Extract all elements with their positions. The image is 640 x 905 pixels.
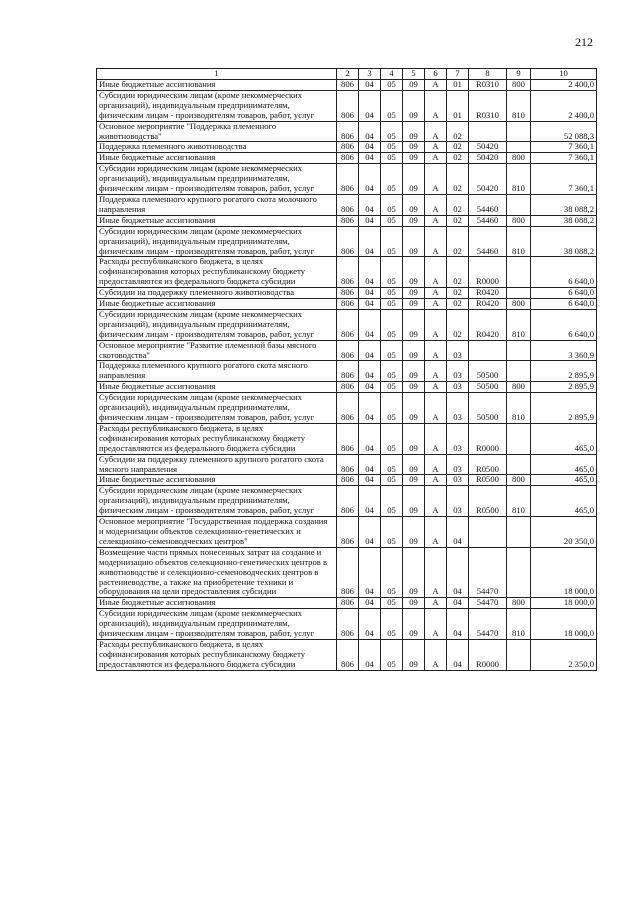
code-cell: А — [425, 164, 447, 195]
code-cell: 50500 — [469, 393, 507, 424]
code-cell: 05 — [381, 475, 403, 486]
code-cell: А — [425, 423, 447, 454]
code-cell: 05 — [381, 454, 403, 475]
table-row — [97, 121, 597, 142]
code-cell: 09 — [403, 299, 425, 310]
code-cell: R0000 — [469, 639, 507, 670]
code-cell: 05 — [381, 257, 403, 288]
table-row — [97, 475, 597, 486]
row-name-cell: Основное мероприятие "Развитие племенной базы мясного скотоводства" — [97, 340, 337, 361]
code-cell: 05 — [381, 598, 403, 609]
table-row — [97, 340, 597, 361]
code-cell: 04 — [447, 609, 469, 640]
code-cell: 806 — [337, 194, 359, 215]
code-cell: 09 — [403, 454, 425, 475]
code-cell: А — [425, 215, 447, 226]
code-cell: 54460 — [469, 215, 507, 226]
code-cell — [507, 288, 531, 299]
code-cell: 09 — [403, 215, 425, 226]
code-cell: R0500 — [469, 475, 507, 486]
code-cell: 04 — [447, 547, 469, 598]
amount-cell: 6 640,0 — [531, 299, 597, 310]
code-cell — [469, 340, 507, 361]
code-cell: А — [425, 547, 447, 598]
amount-cell: 38 088,2 — [531, 194, 597, 215]
table-row — [97, 194, 597, 215]
code-cell: 02 — [447, 226, 469, 257]
amount-cell: 2 400,0 — [531, 90, 597, 121]
code-cell: А — [425, 80, 447, 91]
amount-cell: 2 895,9 — [531, 382, 597, 393]
code-cell: 806 — [337, 598, 359, 609]
code-cell: 806 — [337, 486, 359, 517]
code-cell: 800 — [507, 598, 531, 609]
code-cell: А — [425, 340, 447, 361]
code-cell: А — [425, 226, 447, 257]
code-cell: А — [425, 454, 447, 475]
code-cell: 806 — [337, 423, 359, 454]
amount-cell: 18 000,0 — [531, 598, 597, 609]
code-cell: 800 — [507, 382, 531, 393]
row-name-cell: Основное мероприятие "Государственная поддержка создания и модернизации объектов селекционно-генетических и селекционно-семеноводческих центров" — [97, 517, 337, 548]
table-row — [97, 309, 597, 340]
table-row — [97, 454, 597, 475]
code-cell: 03 — [447, 454, 469, 475]
row-name-cell: Субсидии на поддержку племенного животноводства — [97, 288, 337, 299]
code-cell: R0420 — [469, 299, 507, 310]
code-cell: 05 — [381, 215, 403, 226]
table-row — [97, 486, 597, 517]
code-cell — [507, 257, 531, 288]
amount-cell: 7 360,1 — [531, 164, 597, 195]
code-cell: 04 — [359, 639, 381, 670]
code-cell: А — [425, 361, 447, 382]
code-cell: 800 — [507, 153, 531, 164]
code-cell: 04 — [359, 486, 381, 517]
code-cell: 04 — [359, 226, 381, 257]
code-cell: 02 — [447, 288, 469, 299]
code-cell: 04 — [359, 194, 381, 215]
row-name-cell: Иные бюджетные ассигнования — [97, 382, 337, 393]
table-row — [97, 164, 597, 195]
row-name-cell: Иные бюджетные ассигнования — [97, 215, 337, 226]
header-cell: 4 — [381, 69, 403, 80]
code-cell: 09 — [403, 598, 425, 609]
code-cell: 09 — [403, 153, 425, 164]
row-name-cell: Субсидии юридическим лицам (кроме некоммерческих организаций), индивидуальным предпринимателям, физическим лицам - производителям товаров, работ, услуг — [97, 226, 337, 257]
table-row — [97, 142, 597, 153]
code-cell: 09 — [403, 194, 425, 215]
code-cell: 09 — [403, 90, 425, 121]
code-cell: 05 — [381, 517, 403, 548]
code-cell — [469, 517, 507, 548]
code-cell — [507, 194, 531, 215]
row-name-cell: Иные бюджетные ассигнования — [97, 80, 337, 91]
amount-cell: 465,0 — [531, 454, 597, 475]
code-cell: А — [425, 309, 447, 340]
header-cell: 7 — [447, 69, 469, 80]
code-cell: 04 — [359, 393, 381, 424]
code-cell — [507, 517, 531, 548]
code-cell: 54460 — [469, 226, 507, 257]
code-cell: 04 — [447, 517, 469, 548]
row-name-cell: Поддержка племенного животноводства — [97, 142, 337, 153]
amount-cell: 18 000,0 — [531, 547, 597, 598]
code-cell: 04 — [359, 164, 381, 195]
code-cell: 54470 — [469, 609, 507, 640]
code-cell: 806 — [337, 288, 359, 299]
code-cell: 02 — [447, 215, 469, 226]
table-row — [97, 80, 597, 91]
code-cell: 806 — [337, 142, 359, 153]
table-row — [97, 423, 597, 454]
code-cell: 04 — [359, 598, 381, 609]
code-cell: 806 — [337, 226, 359, 257]
row-name-cell: Иные бюджетные ассигнования — [97, 598, 337, 609]
code-cell: А — [425, 121, 447, 142]
amount-cell: 2 350,0 — [531, 639, 597, 670]
code-cell: 01 — [447, 80, 469, 91]
code-cell: 50420 — [469, 164, 507, 195]
code-cell: 04 — [359, 423, 381, 454]
code-cell: 09 — [403, 393, 425, 424]
header-cell: 6 — [425, 69, 447, 80]
code-cell: 09 — [403, 382, 425, 393]
code-cell: 04 — [359, 609, 381, 640]
header-cell: 2 — [337, 69, 359, 80]
table-row — [97, 361, 597, 382]
table-row — [97, 90, 597, 121]
table-row — [97, 639, 597, 670]
code-cell: 05 — [381, 80, 403, 91]
amount-cell: 2 895,9 — [531, 361, 597, 382]
code-cell: 04 — [359, 80, 381, 91]
code-cell: 03 — [447, 361, 469, 382]
code-cell: 05 — [381, 121, 403, 142]
code-cell: А — [425, 194, 447, 215]
code-cell: 04 — [359, 90, 381, 121]
code-cell: 09 — [403, 547, 425, 598]
code-cell: 05 — [381, 547, 403, 598]
code-cell: 04 — [359, 340, 381, 361]
code-cell: 01 — [447, 90, 469, 121]
code-cell: R0420 — [469, 309, 507, 340]
code-cell: 04 — [359, 382, 381, 393]
page-number: 212 — [575, 35, 593, 49]
code-cell: 04 — [359, 153, 381, 164]
code-cell: 09 — [403, 309, 425, 340]
amount-cell: 18 000,0 — [531, 609, 597, 640]
code-cell: 09 — [403, 340, 425, 361]
row-name-cell: Иные бюджетные ассигнования — [97, 153, 337, 164]
code-cell: А — [425, 598, 447, 609]
code-cell: 04 — [359, 121, 381, 142]
row-name-cell: Субсидии юридическим лицам (кроме некоммерческих организаций), индивидуальным предпринимателям, физическим лицам - производителям товаров, работ, услуг — [97, 393, 337, 424]
code-cell: 09 — [403, 609, 425, 640]
code-cell: 03 — [447, 475, 469, 486]
amount-cell: 2 400,0 — [531, 80, 597, 91]
table-row — [97, 226, 597, 257]
code-cell: 03 — [447, 423, 469, 454]
code-cell: 806 — [337, 639, 359, 670]
table-row — [97, 153, 597, 164]
header-cell: 5 — [403, 69, 425, 80]
code-cell: 04 — [447, 639, 469, 670]
code-cell: 50420 — [469, 153, 507, 164]
code-cell: 800 — [507, 475, 531, 486]
code-cell: 05 — [381, 639, 403, 670]
header-cell: 10 — [531, 69, 597, 80]
table-header-row — [97, 69, 597, 80]
code-cell: 50420 — [469, 142, 507, 153]
code-cell: 806 — [337, 215, 359, 226]
code-cell: 810 — [507, 486, 531, 517]
code-cell: А — [425, 299, 447, 310]
code-cell: 05 — [381, 309, 403, 340]
table-row — [97, 257, 597, 288]
code-cell: А — [425, 382, 447, 393]
code-cell: 05 — [381, 142, 403, 153]
row-name-cell: Расходы республиканского бюджета, в целях софинансирования которых республиканскому бюджету предоставляются из федерального бюджета субсидии — [97, 639, 337, 670]
code-cell: А — [425, 153, 447, 164]
amount-cell: 6 640,0 — [531, 257, 597, 288]
code-cell: R0420 — [469, 288, 507, 299]
code-cell: 09 — [403, 288, 425, 299]
table-row — [97, 215, 597, 226]
code-cell: 806 — [337, 257, 359, 288]
code-cell: 810 — [507, 309, 531, 340]
amount-cell: 38 088,2 — [531, 215, 597, 226]
code-cell: 04 — [359, 299, 381, 310]
amount-cell: 7 360,1 — [531, 153, 597, 164]
code-cell: 02 — [447, 153, 469, 164]
row-name-cell: Субсидии юридическим лицам (кроме некоммерческих организаций), индивидуальным предпринимателям, физическим лицам - производителям товаров, работ, услуг — [97, 164, 337, 195]
code-cell: 04 — [359, 309, 381, 340]
table-row — [97, 547, 597, 598]
code-cell: 05 — [381, 423, 403, 454]
code-cell: 05 — [381, 288, 403, 299]
code-cell: 800 — [507, 80, 531, 91]
row-name-cell: Поддержка племенного крупного рогатого скота мясного направления — [97, 361, 337, 382]
code-cell: 806 — [337, 340, 359, 361]
code-cell: 806 — [337, 454, 359, 475]
code-cell: 03 — [447, 382, 469, 393]
code-cell — [507, 454, 531, 475]
code-cell: 50500 — [469, 361, 507, 382]
code-cell: А — [425, 90, 447, 121]
code-cell: 09 — [403, 226, 425, 257]
code-cell: 05 — [381, 393, 403, 424]
code-cell: 806 — [337, 393, 359, 424]
table-row — [97, 393, 597, 424]
code-cell: 806 — [337, 475, 359, 486]
amount-cell: 6 640,0 — [531, 288, 597, 299]
code-cell: 806 — [337, 517, 359, 548]
code-cell: 09 — [403, 361, 425, 382]
code-cell: 02 — [447, 299, 469, 310]
code-cell: 04 — [359, 475, 381, 486]
header-cell: 3 — [359, 69, 381, 80]
code-cell: 02 — [447, 309, 469, 340]
code-cell: 02 — [447, 142, 469, 153]
code-cell: 50500 — [469, 382, 507, 393]
code-cell: 09 — [403, 257, 425, 288]
code-cell: 05 — [381, 226, 403, 257]
code-cell — [507, 361, 531, 382]
amount-cell: 2 895,9 — [531, 393, 597, 424]
amount-cell: 7 360,1 — [531, 142, 597, 153]
code-cell: 09 — [403, 423, 425, 454]
code-cell: R0500 — [469, 486, 507, 517]
code-cell: 800 — [507, 215, 531, 226]
code-cell: 03 — [447, 486, 469, 517]
code-cell: 04 — [359, 142, 381, 153]
code-cell: 05 — [381, 90, 403, 121]
amount-cell: 465,0 — [531, 423, 597, 454]
code-cell: 800 — [507, 299, 531, 310]
code-cell: R0500 — [469, 454, 507, 475]
code-cell: А — [425, 288, 447, 299]
code-cell: 04 — [359, 361, 381, 382]
row-name-cell: Поддержка племенного крупного рогатого скота молочного направления — [97, 194, 337, 215]
code-cell: 02 — [447, 257, 469, 288]
code-cell: 806 — [337, 547, 359, 598]
code-cell: 806 — [337, 90, 359, 121]
row-name-cell: Субсидии на поддержку племенного крупного рогатого скота мясного направления — [97, 454, 337, 475]
header-cell: 8 — [469, 69, 507, 80]
amount-cell: 20 350,0 — [531, 517, 597, 548]
code-cell: 05 — [381, 153, 403, 164]
code-cell: R0310 — [469, 80, 507, 91]
table-row — [97, 382, 597, 393]
code-cell: 810 — [507, 226, 531, 257]
code-cell: 05 — [381, 299, 403, 310]
code-cell — [469, 121, 507, 142]
row-name-cell: Субсидии юридическим лицам (кроме некоммерческих организаций), индивидуальным предпринимателям, физическим лицам - производителям товаров, работ, услуг — [97, 486, 337, 517]
code-cell: 04 — [359, 517, 381, 548]
code-cell: А — [425, 257, 447, 288]
code-cell: 09 — [403, 121, 425, 142]
code-cell: 09 — [403, 164, 425, 195]
header-cell: 1 — [97, 69, 337, 80]
code-cell: 806 — [337, 309, 359, 340]
code-cell: 04 — [359, 215, 381, 226]
code-cell: R0000 — [469, 257, 507, 288]
row-name-cell: Иные бюджетные ассигнования — [97, 299, 337, 310]
code-cell: 05 — [381, 609, 403, 640]
code-cell — [507, 340, 531, 361]
row-name-cell: Основное мероприятие "Поддержка племенного животноводства" — [97, 121, 337, 142]
code-cell: 04 — [447, 598, 469, 609]
amount-cell: 3 360,9 — [531, 340, 597, 361]
row-name-cell: Субсидии юридическим лицам (кроме некоммерческих организаций), индивидуальным предпринимателям, физическим лицам - производителям товаров, работ, услуг — [97, 609, 337, 640]
code-cell: А — [425, 639, 447, 670]
code-cell: 04 — [359, 257, 381, 288]
code-cell: А — [425, 142, 447, 153]
amount-cell: 6 640,0 — [531, 309, 597, 340]
code-cell: А — [425, 486, 447, 517]
code-cell: 810 — [507, 609, 531, 640]
code-cell: 02 — [447, 194, 469, 215]
amount-cell: 52 088,3 — [531, 121, 597, 142]
amount-cell: 465,0 — [531, 475, 597, 486]
code-cell: А — [425, 393, 447, 424]
code-cell: 02 — [447, 121, 469, 142]
budget-table — [96, 68, 597, 671]
row-name-cell: Расходы республиканского бюджета, в целях софинансирования которых республиканскому бюджету предоставляются из федерального бюджета субсидии — [97, 257, 337, 288]
code-cell: 05 — [381, 486, 403, 517]
code-cell: 806 — [337, 609, 359, 640]
code-cell: 04 — [359, 547, 381, 598]
row-name-cell: Иные бюджетные ассигнования — [97, 475, 337, 486]
code-cell: 05 — [381, 194, 403, 215]
table-row — [97, 299, 597, 310]
code-cell: А — [425, 517, 447, 548]
code-cell: 03 — [447, 340, 469, 361]
code-cell: 04 — [359, 288, 381, 299]
amount-cell: 38 088,2 — [531, 226, 597, 257]
code-cell — [507, 639, 531, 670]
code-cell: А — [425, 609, 447, 640]
code-cell: 806 — [337, 80, 359, 91]
code-cell: 54470 — [469, 598, 507, 609]
header-cell: 9 — [507, 69, 531, 80]
code-cell: 810 — [507, 90, 531, 121]
code-cell: 806 — [337, 121, 359, 142]
code-cell: 05 — [381, 164, 403, 195]
code-cell: 810 — [507, 393, 531, 424]
code-cell: 54460 — [469, 194, 507, 215]
code-cell: 09 — [403, 517, 425, 548]
code-cell: 05 — [381, 340, 403, 361]
code-cell — [507, 142, 531, 153]
code-cell — [507, 121, 531, 142]
code-cell: 05 — [381, 361, 403, 382]
row-name-cell: Возмещение части прямых понесенных затрат на создание и модернизацию объектов селекционно-генетических центров в животноводстве и селекционно-семеноводческих центров в растениеводстве, а также на приобретение техники и оборудования на цели предоставления субсидии — [97, 547, 337, 598]
table-row — [97, 609, 597, 640]
code-cell: А — [425, 475, 447, 486]
code-cell — [507, 547, 531, 598]
code-cell: 810 — [507, 164, 531, 195]
code-cell: 806 — [337, 361, 359, 382]
code-cell: 806 — [337, 153, 359, 164]
table-row — [97, 598, 597, 609]
code-cell: 09 — [403, 142, 425, 153]
code-cell: 02 — [447, 164, 469, 195]
code-cell: 05 — [381, 382, 403, 393]
code-cell: 54470 — [469, 547, 507, 598]
code-cell: 09 — [403, 80, 425, 91]
table-row — [97, 517, 597, 548]
row-name-cell: Расходы республиканского бюджета, в целях софинансирования которых республиканскому бюджету предоставляются из федерального бюджета субсидии — [97, 423, 337, 454]
code-cell: 09 — [403, 486, 425, 517]
code-cell: 03 — [447, 393, 469, 424]
code-cell — [507, 423, 531, 454]
row-name-cell: Субсидии юридическим лицам (кроме некоммерческих организаций), индивидуальным предпринимателям, физическим лицам - производителям товаров, работ, услуг — [97, 309, 337, 340]
row-name-cell: Субсидии юридическим лицам (кроме некоммерческих организаций), индивидуальным предпринимателям, физическим лицам - производителям товаров, работ, услуг — [97, 90, 337, 121]
code-cell: 806 — [337, 382, 359, 393]
amount-cell: 465,0 — [531, 486, 597, 517]
code-cell: 806 — [337, 164, 359, 195]
code-cell: 09 — [403, 639, 425, 670]
code-cell: 04 — [359, 454, 381, 475]
code-cell: 09 — [403, 475, 425, 486]
table-row — [97, 288, 597, 299]
code-cell: R0310 — [469, 90, 507, 121]
code-cell: 806 — [337, 299, 359, 310]
code-cell: R0000 — [469, 423, 507, 454]
